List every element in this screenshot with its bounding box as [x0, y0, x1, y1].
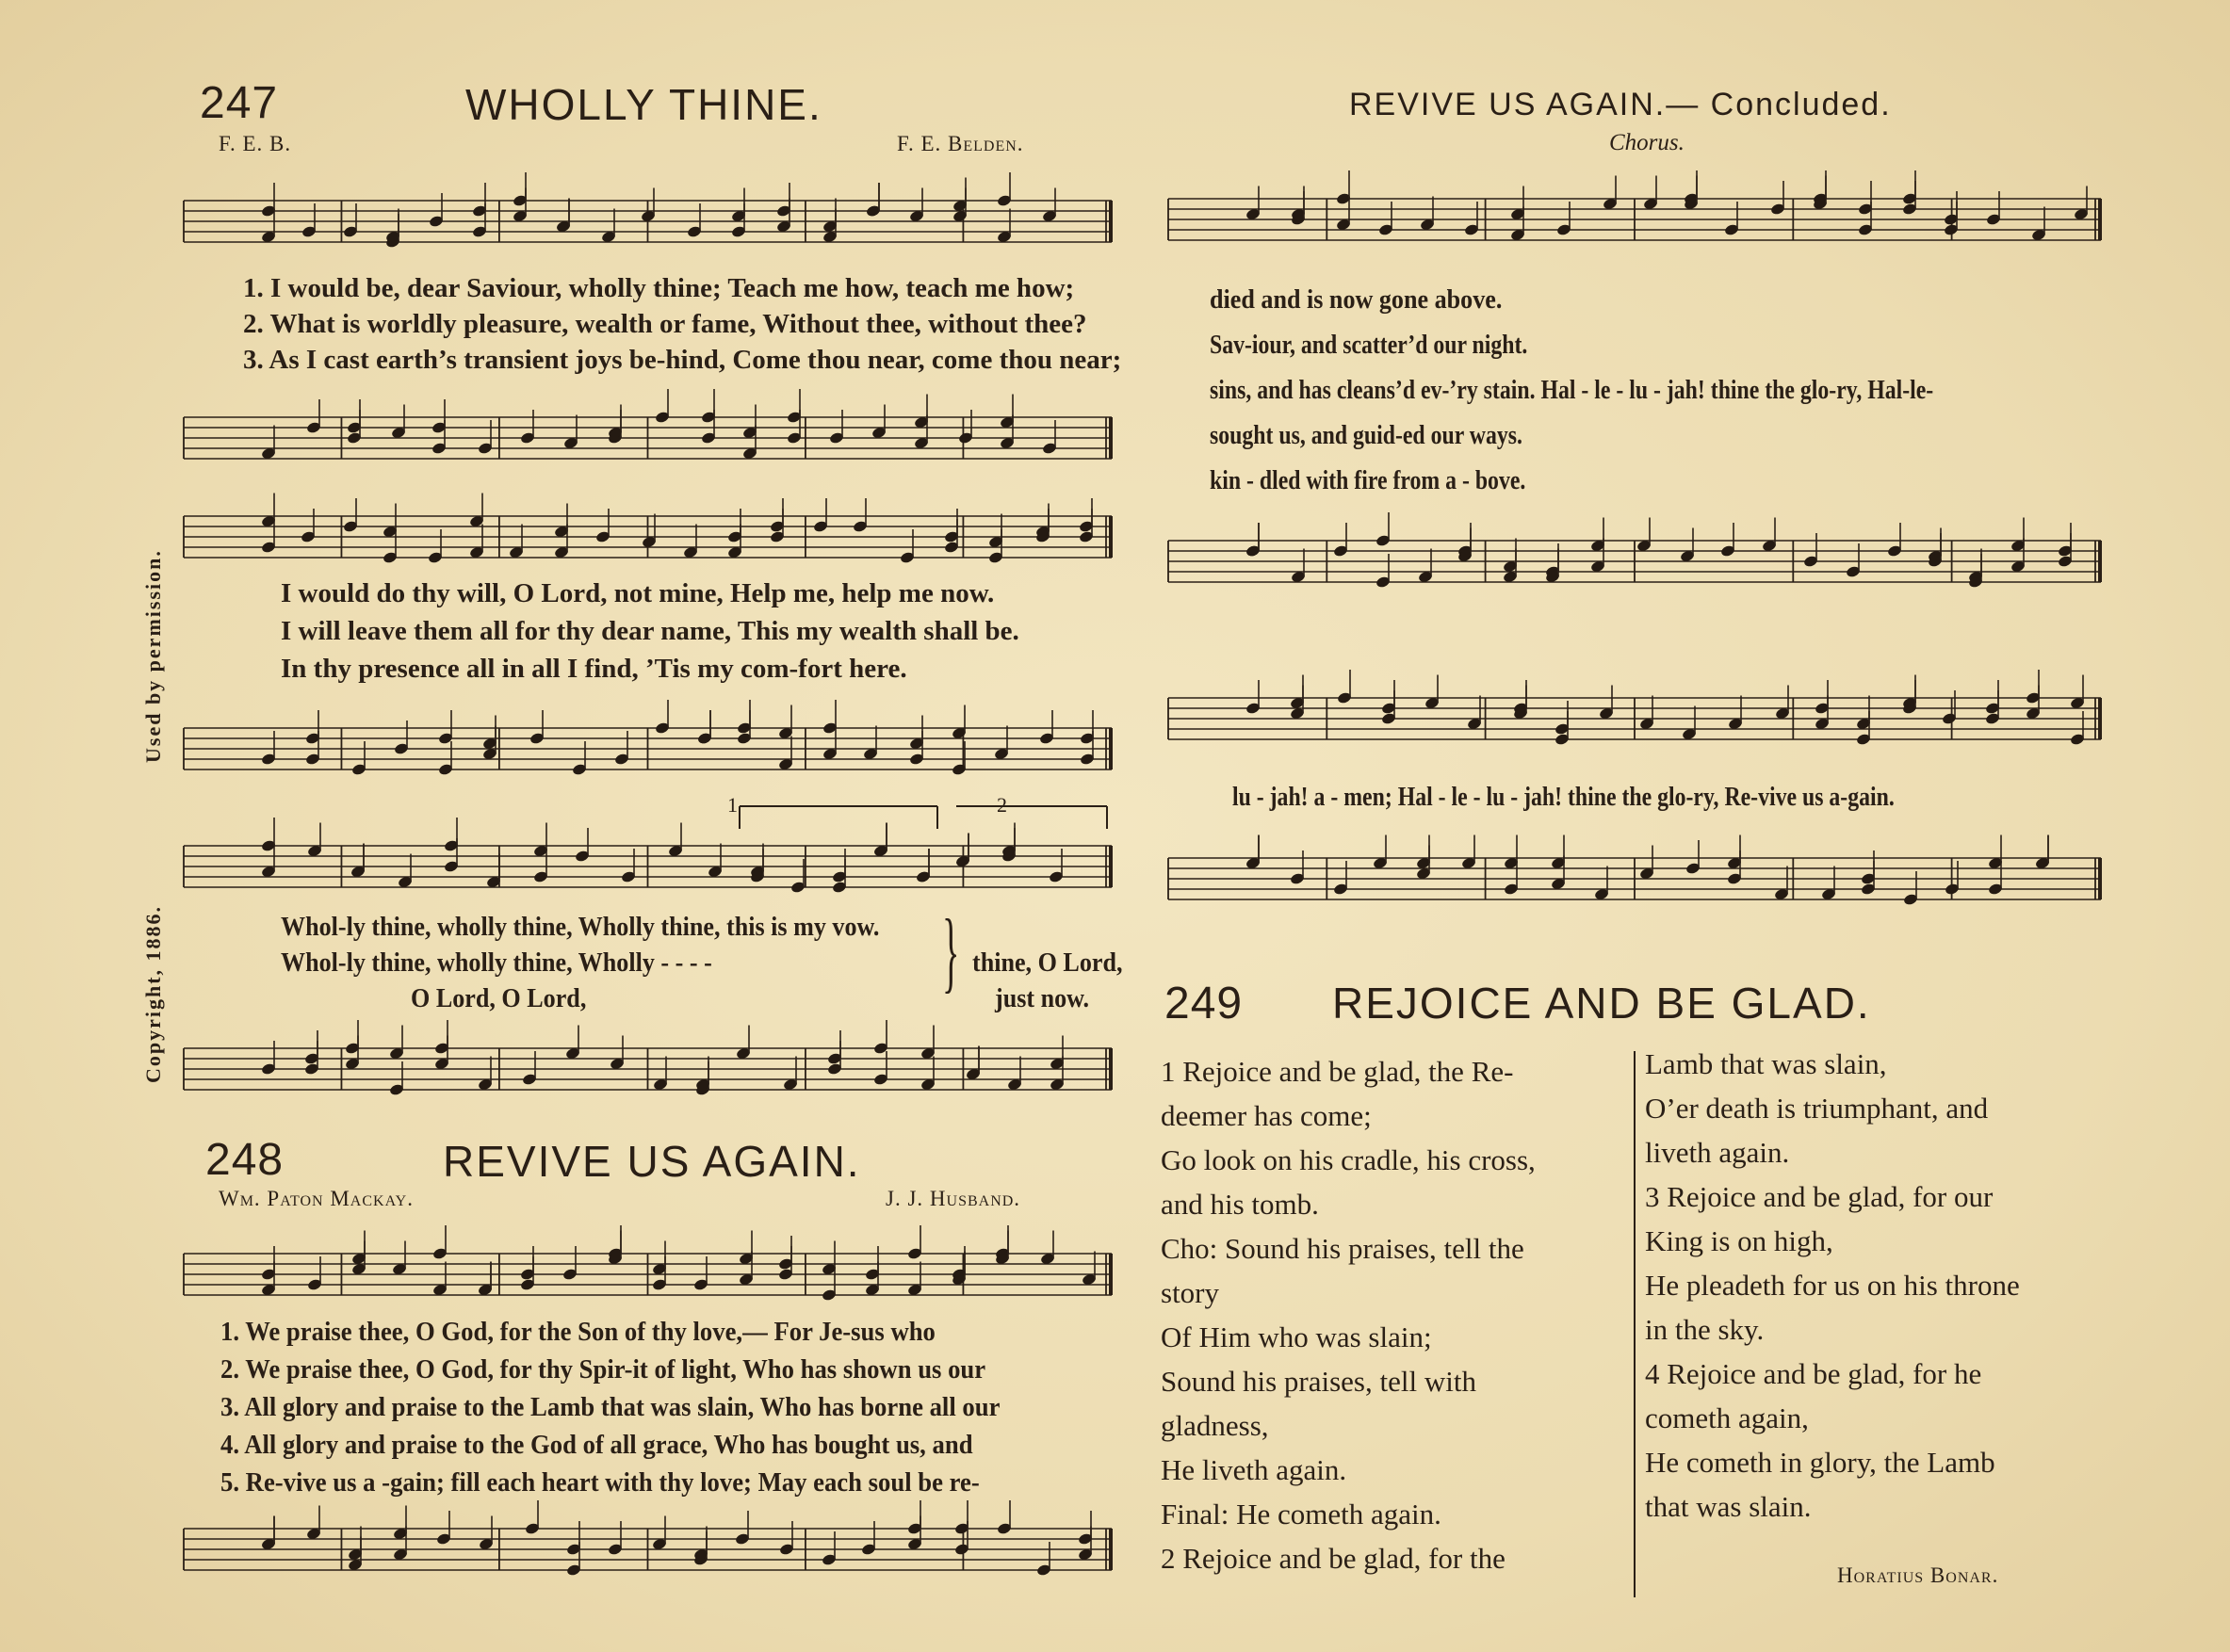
hymn-247-refrain-line-2: Whol-ly thine, wholly thine, Wholly - - - - — [281, 947, 712, 978]
column-divider — [1634, 1051, 1636, 1597]
volta-2-label: 2 — [997, 793, 1007, 817]
verse-line: 2 Rejoice and be glad, for the — [1161, 1542, 1506, 1575]
hymn-247-words-credit: F. E. B. — [219, 132, 292, 155]
verse-line: Of Him who was slain; — [1161, 1320, 1432, 1353]
staff-bass — [184, 405, 1112, 471]
hymn-247-refrain-line-1: Whol-ly thine, wholly thine, Wholly thine, this is my vow. — [281, 912, 880, 942]
verse-line: in the sky. — [1645, 1313, 1765, 1346]
hymn-248-number: 248 — [205, 1135, 285, 1185]
copyright-note: Copyright, 1886. — [141, 904, 165, 1083]
chorus-label: Chorus. — [1609, 130, 1685, 155]
staff-treble — [184, 1234, 1112, 1314]
staff-bass — [184, 716, 1112, 782]
hymn-248-verse-3: 3. All glory and praise to the Lamb that was slain, Who has borne all our — [220, 1392, 1001, 1422]
verse-line: O’er death is triumphant, and — [1645, 1092, 1989, 1125]
hymn-249-column-1 — [1161, 1057, 1536, 1588]
concluded-verse-2: Sav-iour, and scatter’d our night. — [1210, 330, 1528, 360]
volta-brackets — [740, 802, 1112, 831]
hymn-248-verse-5: 5. Re-vive us a -gain; fill each heart with thy love; May each soul be re- — [220, 1467, 980, 1498]
concluded-chorus-line: lu - jah! a - men; Hal - le - lu - jah! thine the glo-ry, Re-vive us a-gain. — [1232, 782, 1895, 812]
hymn-249-author: Horatius Bonar. — [1837, 1563, 1999, 1587]
verse-line: story — [1161, 1276, 1219, 1309]
verse-line: King is on high, — [1645, 1224, 1833, 1257]
concluded-verse-1: died and is now gone above. — [1210, 284, 1503, 315]
hymn-249-title: REJOICE AND BE GLAD. — [1332, 979, 1871, 1028]
verse-line: Go look on his cradle, his cross, — [1161, 1143, 1536, 1176]
hymn-247-number: 247 — [200, 78, 279, 128]
verse-line: Final: He cometh again. — [1161, 1498, 1441, 1531]
verse-line: that was slain. — [1645, 1490, 1812, 1523]
staff-treble — [184, 499, 1112, 575]
verse-line: Lamb that was slain, — [1645, 1047, 1887, 1080]
verse-line: Sound his praises, tell with — [1161, 1365, 1476, 1398]
staff-bass — [1168, 843, 2101, 914]
staff-treble — [1168, 179, 2101, 259]
hymn-247-music-credit: F. E. Belden. — [897, 132, 1024, 155]
concluded-verse-4: sought us, and guid-ed our ways. — [1210, 420, 1522, 450]
verse-line: He liveth again. — [1161, 1453, 1347, 1486]
staff-bass — [184, 1036, 1112, 1102]
verse-line: liveth again. — [1645, 1136, 1790, 1169]
revive-concluded-heading: REVIVE US AGAIN.— Concluded. — [1349, 87, 1892, 122]
staff-treble — [184, 829, 1112, 904]
verse-line: Cho: Sound his praises, tell the — [1161, 1232, 1524, 1265]
staff-bass — [1168, 526, 2101, 596]
hymn-247-verse-1-line-1: 1. I would be, dear Saviour, wholly thine; Teach me how, teach me how; — [243, 273, 1075, 303]
verse-line: deemer has come; — [1161, 1099, 1372, 1132]
staff-bass — [184, 1516, 1112, 1582]
hymn-247-verse-2-line-2: I will leave them all for thy dear name, This my wealth shall be. — [281, 616, 1019, 646]
verse-line: 4 Rejoice and be glad, for he — [1645, 1357, 1982, 1390]
hymn-248-verse-1: 1. We praise thee, O God, for the Son of thy love,— For Je-sus who — [220, 1317, 936, 1347]
concluded-verse-5: kin - dled with fire from a - bove. — [1210, 465, 1526, 495]
staff-treble — [1168, 678, 2101, 758]
hymn-248-verse-4: 4. All glory and praise to the God of all grace, Who has bought us, and — [220, 1430, 973, 1460]
verse-line: gladness, — [1161, 1409, 1269, 1442]
verse-line: He pleadeth for us on his throne — [1645, 1269, 2020, 1302]
verse-line: 1 Rejoice and be glad, the Re- — [1161, 1055, 1514, 1088]
refrain-brace: } — [942, 900, 960, 1001]
hymn-247-verse-3-line-1: 3. As I cast earth’s transient joys be-hind, Come thou near, come thou near; — [243, 345, 1122, 375]
permission-note: Used by permission. — [141, 549, 165, 763]
hymn-247-verse-2-line-1: 2. What is worldly pleasure, wealth or fame, Without thee, without thee? — [243, 309, 1087, 339]
hymn-247-verse-1-line-2: I would do thy will, O Lord, not mine, Help me, help me now. — [281, 578, 995, 608]
hymn-247-title: WHOLLY THINE. — [465, 80, 822, 129]
hymn-248-music-credit: J. J. Husband. — [886, 1187, 1021, 1210]
hymn-247-refrain-sub: O Lord, O Lord, — [411, 983, 587, 1013]
verse-line: cometh again, — [1645, 1401, 1809, 1434]
volta-1-label: 1 — [727, 793, 738, 817]
hymn-248-title: REVIVE US AGAIN. — [443, 1137, 861, 1186]
verse-line: 3 Rejoice and be glad, for our — [1645, 1180, 1994, 1213]
hymn-247-verse-3-line-2: In thy presence all in all I find, ’Tis my com-fort here. — [281, 654, 907, 684]
concluded-verse-3: sins, and has cleans’d ev-’ry stain. Hal - le - lu - jah! thine the glo-ry, Hal-le- — [1210, 375, 1934, 405]
hymn-249-column-2 — [1645, 1049, 2020, 1536]
verse-line: He cometh in glory, the Lamb — [1645, 1446, 1995, 1479]
hymn-247-refrain-right-1: thine, O Lord, — [972, 947, 1123, 978]
hymn-247-refrain-right-2: just now. — [995, 983, 1090, 1013]
verse-line: and his tomb. — [1161, 1188, 1319, 1221]
hymn-248-words-credit: Wm. Paton Mackay. — [219, 1187, 414, 1210]
staff-treble — [184, 179, 1112, 264]
hymn-249-number: 249 — [1164, 979, 1244, 1028]
hymn-248-verse-2: 2. We praise thee, O God, for thy Spir-it of light, Who has shown us our — [220, 1354, 986, 1385]
